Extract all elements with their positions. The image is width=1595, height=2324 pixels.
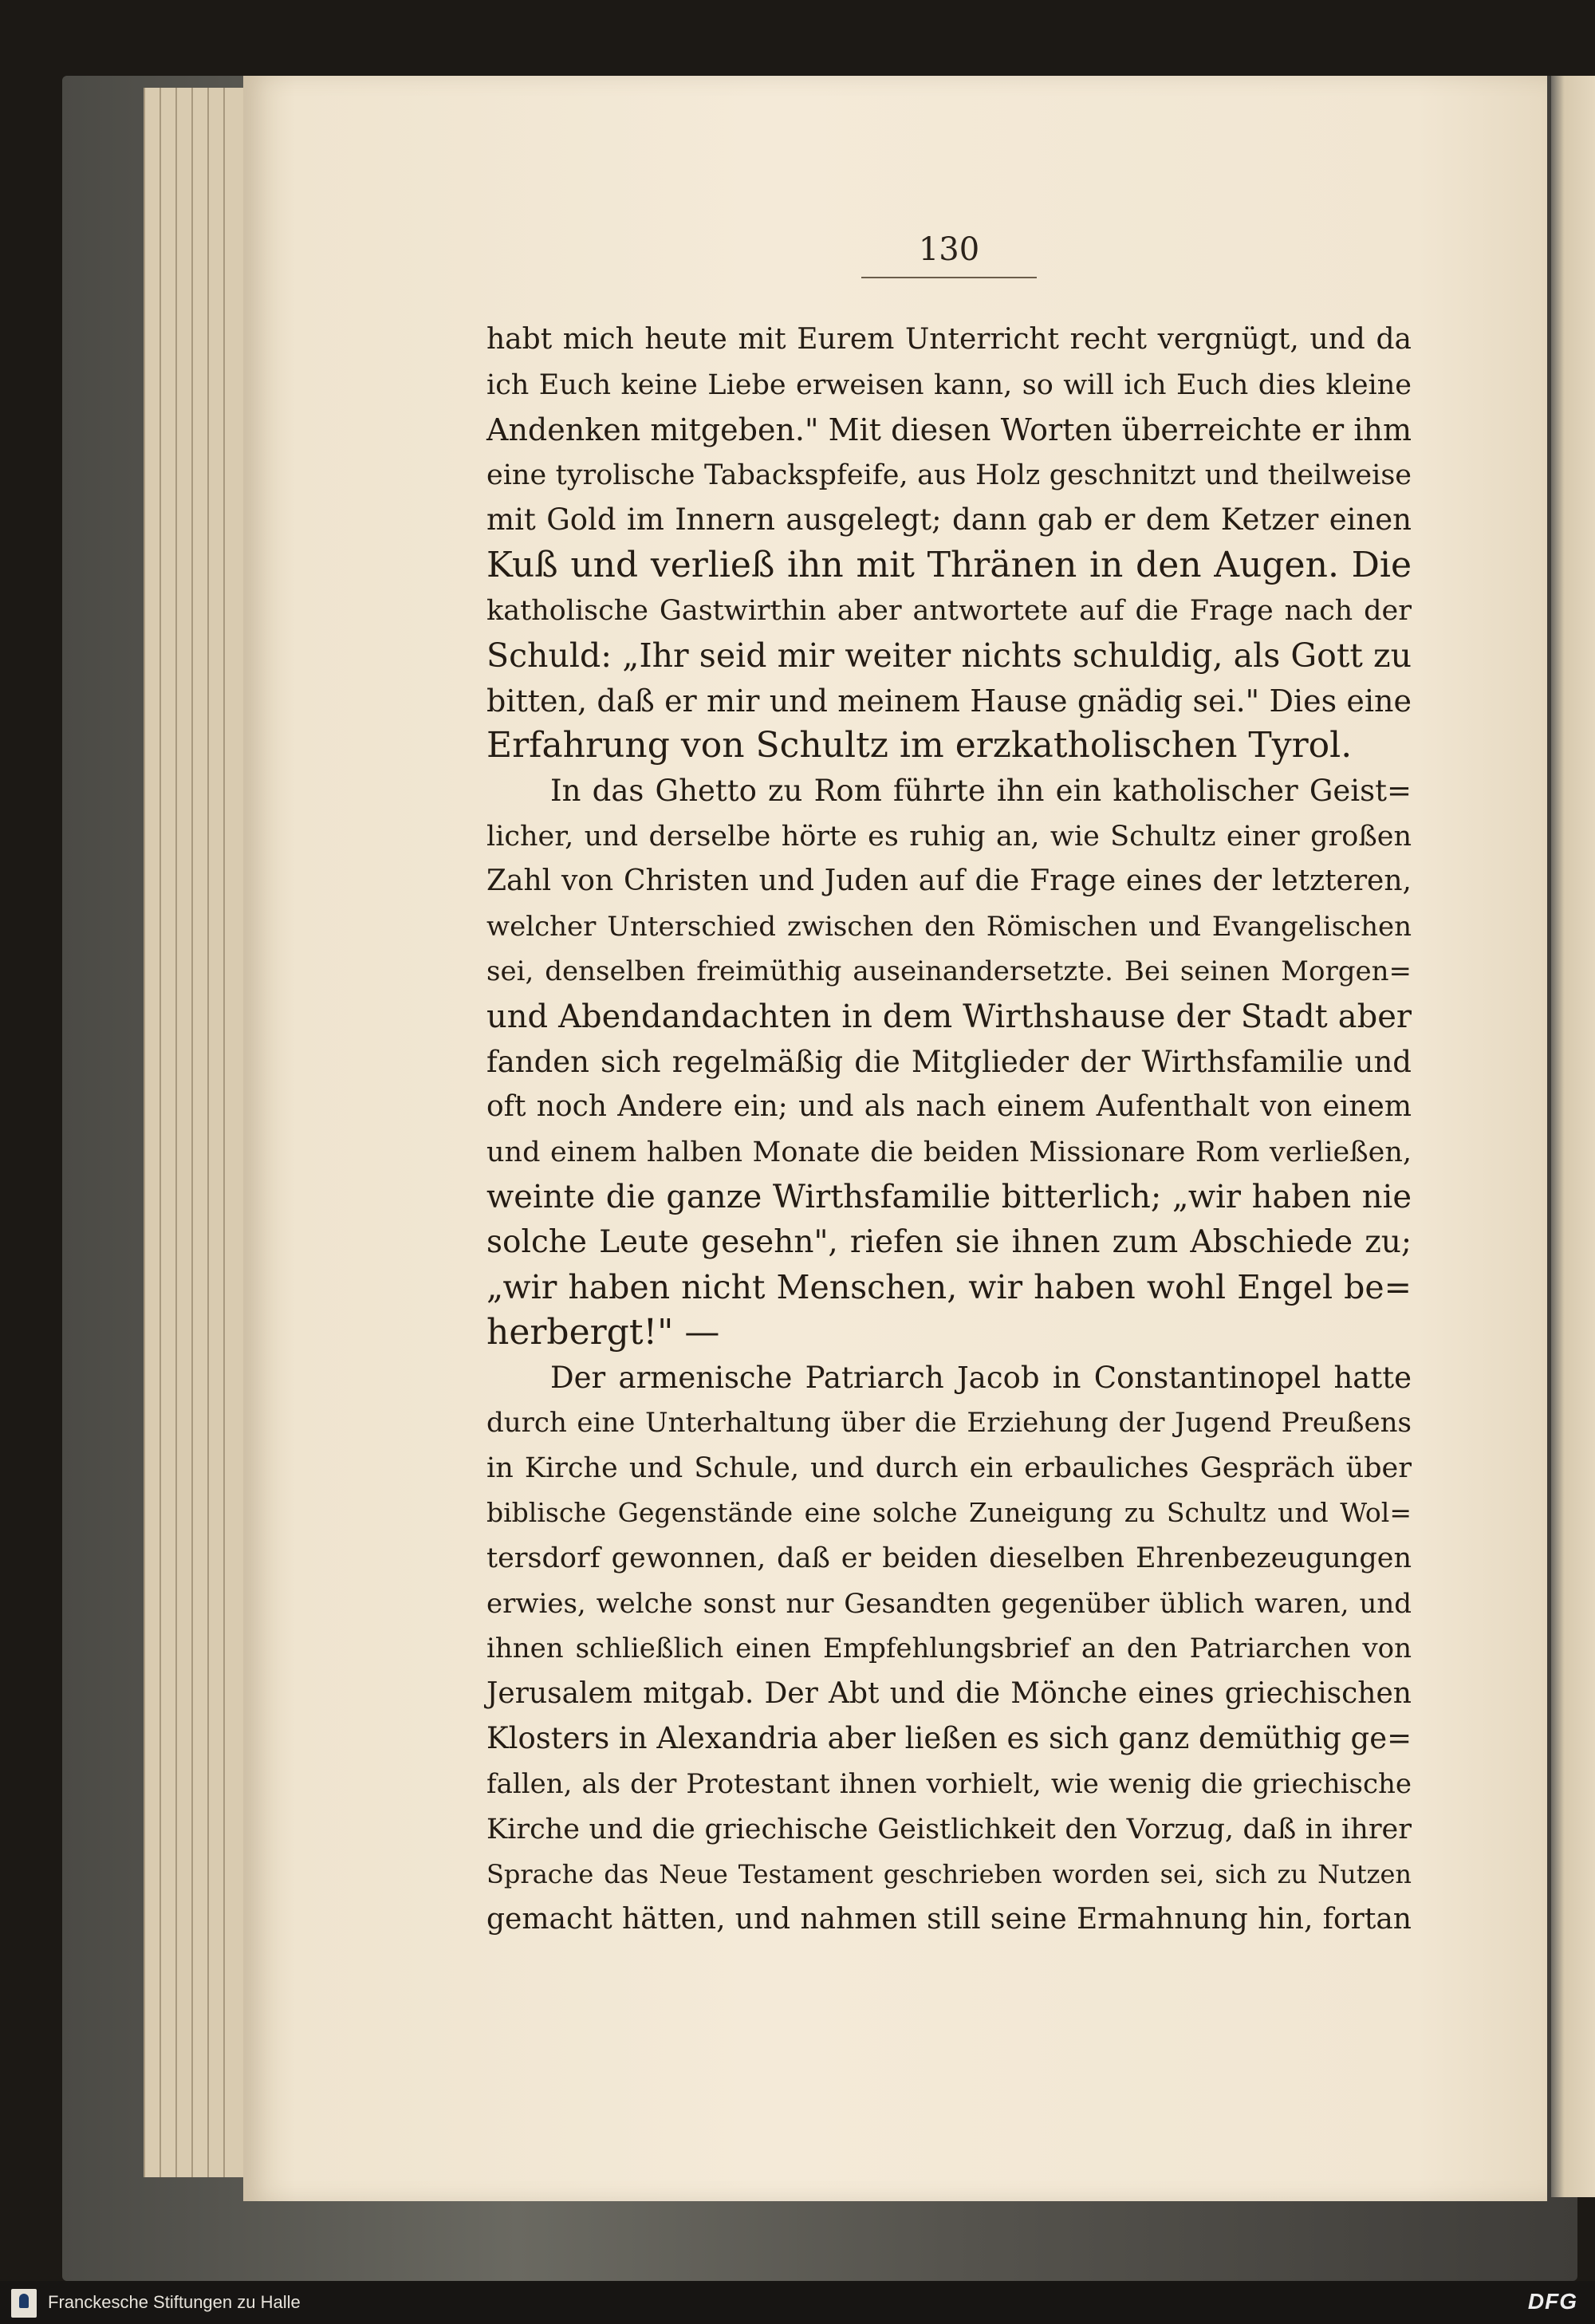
text-line: Kuß und verließ ihn mit Thränen in den Augen. Die [486, 544, 1412, 585]
text-line: Klosters in Alexandria aber ließen es sich ganz demüthig ge= [486, 1721, 1412, 1756]
page-body [486, 317, 1412, 1942]
text-line: solche Leute gesehn", riefen sie ihnen zum Abschiede zu; [486, 1223, 1412, 1260]
page-edge [223, 88, 245, 2177]
viewer-footer [0, 2281, 1595, 2324]
text-line: bitten, daß er mir und meinem Hause gnädig sei." Dies eine [486, 683, 1412, 719]
text-line: Andenken mitgeben." Mit diesen Worten überreichte er ihm [486, 412, 1412, 448]
text-line: habt mich heute mit Eurem Unterricht recht vergnügt, und da [486, 323, 1412, 356]
text-line: biblische Gegenstände eine solche Zuneigung zu Schultz und Wol= [486, 1497, 1412, 1529]
text-line: fanden sich regelmäßig die Mitglieder der Wirthsfamilie und [486, 1044, 1412, 1079]
institution-logo-icon [11, 2289, 37, 2318]
text-line: Sprache das Neue Testament geschrieben worden sei, sich zu Nutzen [486, 1859, 1412, 1890]
text-line: In das Ghetto zu Rom führte ihn ein katholischer Geist= [550, 773, 1412, 808]
institution-name: Franckesche Stiftungen zu Halle [48, 2292, 301, 2312]
text-line: in Kirche und Schule, und durch ein erbauliches Gespräch über [486, 1452, 1412, 1484]
text-line: Kirche und die griechische Geistlichkeit den Vorzug, daß in ihrer [486, 1813, 1412, 1845]
text-line: und Abendandachten in dem Wirthshause der Stadt aber [486, 998, 1412, 1035]
text-line: „wir haben nicht Menschen, wir haben wohl Engel be= [486, 1268, 1412, 1307]
page-number-rule [861, 277, 1037, 278]
text-line: Jerusalem mitgab. Der Abt und die Mönche eines griechischen [486, 1676, 1412, 1710]
text-line: oft noch Andere ein; und als nach einem Aufenthalt von einem [486, 1090, 1412, 1124]
text-line: weinte die ganze Wirthsfamilie bitterlich; „wir haben nie [486, 1179, 1412, 1216]
text-line: licher, und derselbe hörte es ruhig an, wie Schultz einer großen [486, 820, 1412, 853]
text-line: eine tyrolische Tabackspfeife, aus Holz geschnitzt und theilweise [486, 459, 1412, 491]
text-line: gemacht hätten, und nahmen still seine Ermahnung hin, fortan [486, 1902, 1412, 1936]
next-page-edge [1551, 76, 1595, 2197]
dfg-logo: DFG [1527, 2289, 1577, 2314]
text-line: welcher Unterschied zwischen den Römischen und Evangelischen [486, 910, 1412, 943]
text-line: Schuld: „Ihr seid mir weiter nichts schuldig, als Gott zu [486, 636, 1412, 676]
text-line: Zahl von Christen und Juden auf die Frage eines der letzteren, [486, 865, 1412, 898]
text-line: fallen, als der Protestant ihnen vorhielt, wie wenig die griechische [486, 1768, 1412, 1800]
text-line: erwies, welche sonst nur Gesandten gegenüber üblich waren, und [486, 1587, 1412, 1620]
text-line: und einem halben Monate die beiden Missionare Rom verließen, [486, 1136, 1412, 1168]
page-number: 130 [918, 231, 980, 268]
text-line: sei, denselben freimüthig auseinandersetzte. Bei seinen Morgen= [486, 955, 1412, 988]
text-line: mit Gold im Innern ausgelegt; dann gab er dem Ketzer einen [486, 502, 1412, 538]
text-line: Der armenische Patriarch Jacob in Constantinopel hatte [550, 1360, 1412, 1395]
text-line: katholische Gastwirthin aber antwortete auf die Frage nach der [486, 594, 1412, 627]
text-line: herbergt!" — [486, 1312, 720, 1353]
text-line: ihnen schließlich einen Empfehlungsbrief an den Patriarchen von [486, 1633, 1412, 1665]
text-line: Erfahrung von Schultz im erzkatholischen Tyrol. [486, 725, 1353, 766]
text-line: ich Euch keine Liebe erweisen kann, so will ich Euch dies kleine [486, 368, 1412, 401]
text-line: tersdorf gewonnen, daß er beiden dieselben Ehrenbezeugungen [486, 1542, 1412, 1575]
text-line: durch eine Unterhaltung über die Erziehung der Jugend Preußens [486, 1407, 1412, 1440]
